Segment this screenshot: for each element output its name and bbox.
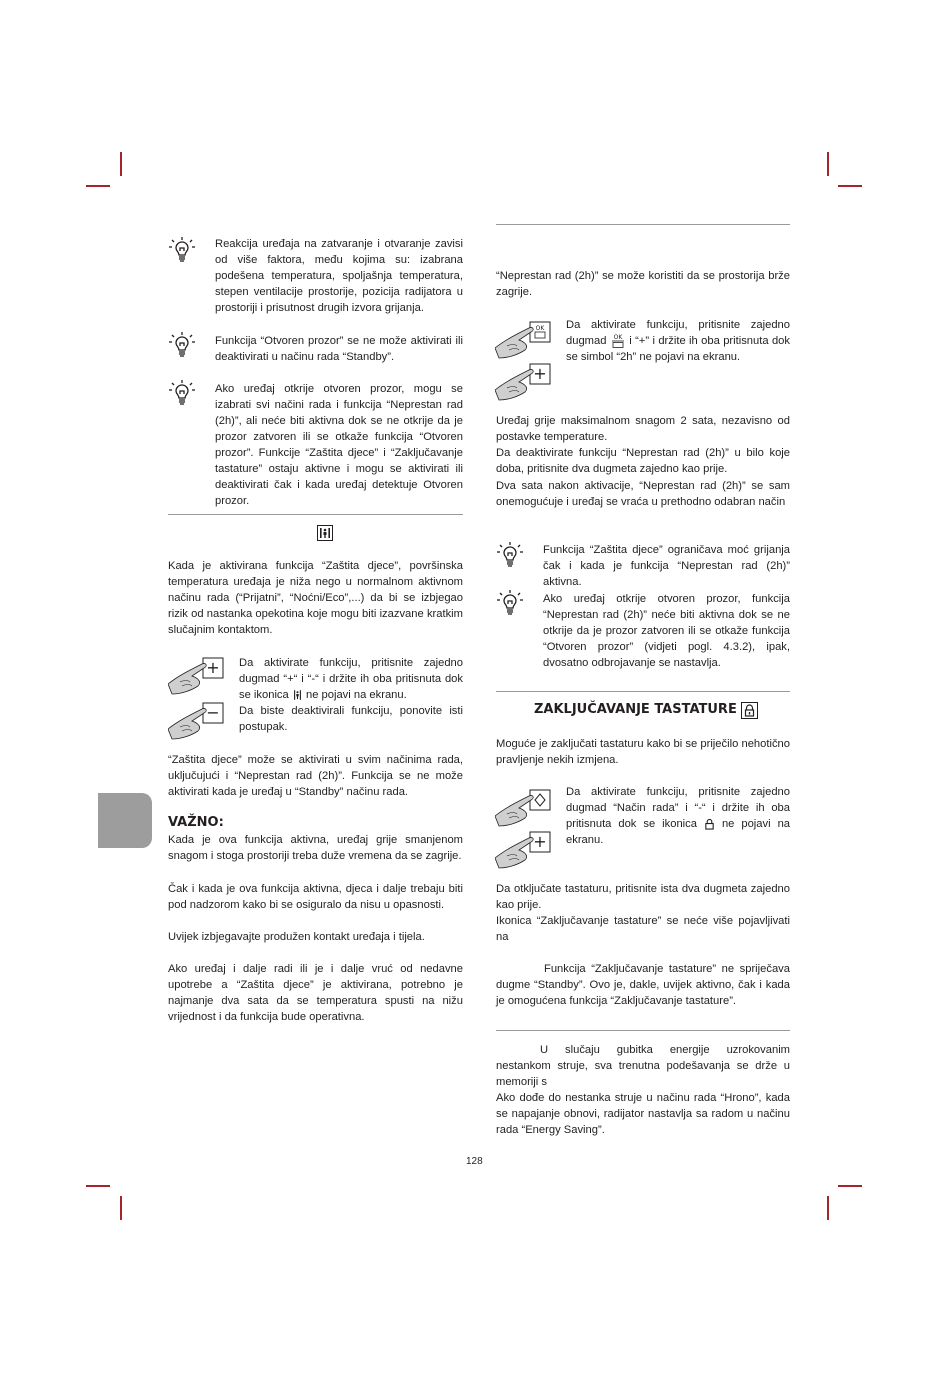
lock-standby: Funkcija “Zaključavanje tastature” ne spriječava dugme “Standby”. Ovo je, dakle, uvijek aktivno, čak i kada je omogućena funkcija “Zaključavanje tastature”. xyxy=(496,963,790,1007)
ok-button-icon xyxy=(610,333,626,349)
chapter-tab xyxy=(98,793,152,848)
child-activate xyxy=(239,655,463,703)
crop-mark xyxy=(120,152,122,176)
tip-text: Ako uređaj otkrije otvoren prozor, mogu se izabrati svi načini rada i funkcija “Neprestan rad (2h)”, ali neće biti aktivna dok se ne otkrije da je prozor zatvoren ili se otkaže funkcija “Otvoren prozor”. Funkcije “Zaštita djece” i “Zaključavanje tastature” ostaju aktivne i mogu se aktivirati ili deaktivirati čak i kada uređaj detektuje Otvoren prozor. xyxy=(215,383,463,507)
important-p2: Čak i kada je ova funkcija aktivna, djeca i dalje trebaju biti pod nadzorom kako bi se osiguralo da nisu u opasnosti. xyxy=(168,883,463,911)
child-activate-text-end: ne pojavi na ekranu. xyxy=(305,689,407,701)
svg-text:+: + xyxy=(533,832,547,851)
tip-text: Funkcija “Zaštita djece” ograničava moć grijanja čak i kada je funkcija “Neprestan rad (2h)” aktivna. xyxy=(543,544,790,588)
boost-intro: “Neprestan rad (2h)” se može koristiti da se prostorija brže zagrije. xyxy=(496,270,790,298)
power-p1: U slučaju gubitka energije uzrokovanim nestankom struje, sva trenutna podešavanja se drže u memoriji s xyxy=(496,1044,790,1088)
boost-activate-text: Da aktivirate funkciju, pritisnite zajedno dugmad xyxy=(566,319,790,347)
lock-activate-text: Da aktivirate funkciju, pritisnite zajedno dugmad “Način rada” i “-“ i držite ih oba pritisnuta dok se ikonica xyxy=(566,786,790,830)
lock-intro: Moguće je zaključati tastaturu kako bi se priječilo nehotično pravljenje nekih izmjena. xyxy=(496,738,790,766)
section-divider xyxy=(496,224,790,225)
section-divider xyxy=(496,1030,790,1031)
crop-mark xyxy=(86,1185,110,1187)
child-activate-text: Da aktivirate funkciju, pritisnite zajedno dugmad “+“ i “-“ i držite ih oba pritisnuta dok se ikonica xyxy=(239,657,463,701)
svg-text:OK: OK xyxy=(613,334,623,342)
crop-mark xyxy=(827,152,829,176)
boost-activate-text-end: i “+” i držite ih oba pritisnuta dok se simbol “2h” ne pojavi na ekranu. xyxy=(566,335,791,364)
crop-mark xyxy=(86,185,110,187)
svg-text:OK: OK xyxy=(535,325,545,332)
boost-p1: Uređaj grije maksimalnom snagom 2 sata, nezavisno od postavke temperature. xyxy=(496,415,790,443)
svg-text:+: + xyxy=(533,364,547,383)
lightbulb-icon xyxy=(495,588,525,620)
crop-mark xyxy=(838,185,862,187)
padlock-icon xyxy=(704,818,715,830)
unlock-p2: Ikonica “Zaključavanje tastature” se neće više pojavljivati na xyxy=(496,915,790,943)
hand-press-icon xyxy=(495,320,557,360)
hand-press-icon xyxy=(495,830,557,870)
power-p2: Ako dođe do nestanka struje u načinu rada “Hrono”, kada se napajanje obnovi, radijator nastavlja sa radom u načinu rada “Energy Saving”. xyxy=(496,1092,790,1136)
section-heading: ZAKLJUČAVANJE TASTATURE xyxy=(534,702,737,717)
child-lock-icon xyxy=(317,525,333,541)
boost-activate xyxy=(566,317,790,365)
important-p4: Ako uređaj i dalje radi ili je i dalje vruć od nedavne upotrebe a “Zaštita djece” je aktivirana, potrebno je najmanje dva sata da se temperatura spusti na nižu vrijednost i da funkcija bude operativna. xyxy=(168,963,463,1023)
important-p1: Kada je ova funkcija aktivna, uređaj grije smanjenom snagom i stoga prostoriji treba duže vremena da se zagrije. xyxy=(168,834,463,862)
lightbulb-icon xyxy=(495,540,525,572)
unlock-p1: Da otključate tastaturu, pritisnite ista dva dugmeta zajedno kao prije. xyxy=(496,883,790,911)
boost-p2: Da deaktivirate funkciju “Neprestan rad (2h)” u bilo koje doba, pritisnite dva dugmeta zajedno kao prije. xyxy=(496,447,790,475)
child-deactivate: Da biste deaktivirali funkciju, ponovite isti postupak. xyxy=(239,705,463,733)
hand-press-icon xyxy=(495,362,557,402)
svg-text:+: + xyxy=(206,658,220,677)
tip-text: Ako uređaj otkrije otvoren prozor, funkcija “Neprestan rad (2h)” neće biti aktivna dok se ne otkrije da je prozor zatvoren ili se otkaže funkcija “Otvoren prozor” (vidjeti pogl. 4.3.2), ipak, dvosatno odbrojavanje se nastavlja. xyxy=(543,593,790,669)
lightbulb-icon xyxy=(167,330,197,362)
hand-press-icon xyxy=(168,701,230,741)
hand-press-icon xyxy=(168,656,230,696)
page-number: 128 xyxy=(466,1156,483,1167)
lock-activate xyxy=(566,784,790,848)
section-divider xyxy=(496,691,790,692)
svg-text:−: − xyxy=(206,703,220,722)
tip-text: Funkcija “Otvoren prozor” se ne može aktivirati ili deaktivirati u načinu rada “Standby”. xyxy=(215,335,463,363)
important-p3: Uvijek izbjegavajte produžen kontakt uređaja i tijela. xyxy=(168,931,425,943)
crop-mark xyxy=(838,1185,862,1187)
child-modes: “Zaštita djece” može se aktivirati u svim načinima rada, uključujući i “Neprestan rad (2h)”. Funkcija se ne može aktivirati kada je uređaj u “Standby” načinu rada. xyxy=(168,754,463,798)
child-intro: Kada je aktivirana funkcija “Zaštita djece”, površinska temperatura uređaja je niža nego u normalnom aktivnom načinu rada (“Prijatni”, “Noćni/Eco”,...) da bi se izbjegao rizik od nastanka opekotina koje mogu biti izazvane kratkim slučajnim kontaktom. xyxy=(168,560,463,636)
hand-press-icon xyxy=(495,788,557,828)
tip-text: Reakcija uređaja na zatvaranje i otvaranje zavisi od više faktora, među kojima su: izabrana podešena temperatura, spoljašnja temperatura, stepen ventilacije prostorije, pozicija radijatora u prostoriji i prisutnost drugih izvora grijanja. xyxy=(215,238,463,314)
lock-activate-text-end: ne pojavi na ekranu. xyxy=(566,818,791,846)
lightbulb-icon xyxy=(167,378,197,410)
child-lock-icon xyxy=(292,689,303,701)
important-title: VAŽNO: xyxy=(168,815,224,830)
lightbulb-icon xyxy=(167,235,197,267)
crop-mark xyxy=(827,1196,829,1220)
padlock-icon xyxy=(741,702,758,719)
section-divider xyxy=(168,514,463,515)
crop-mark xyxy=(120,1196,122,1220)
boost-p3: Dva sata nakon aktivacije, “Neprestan rad (2h)” se sam onemogućuje i uređaj se vraća u prethodno odabran način xyxy=(496,480,790,508)
